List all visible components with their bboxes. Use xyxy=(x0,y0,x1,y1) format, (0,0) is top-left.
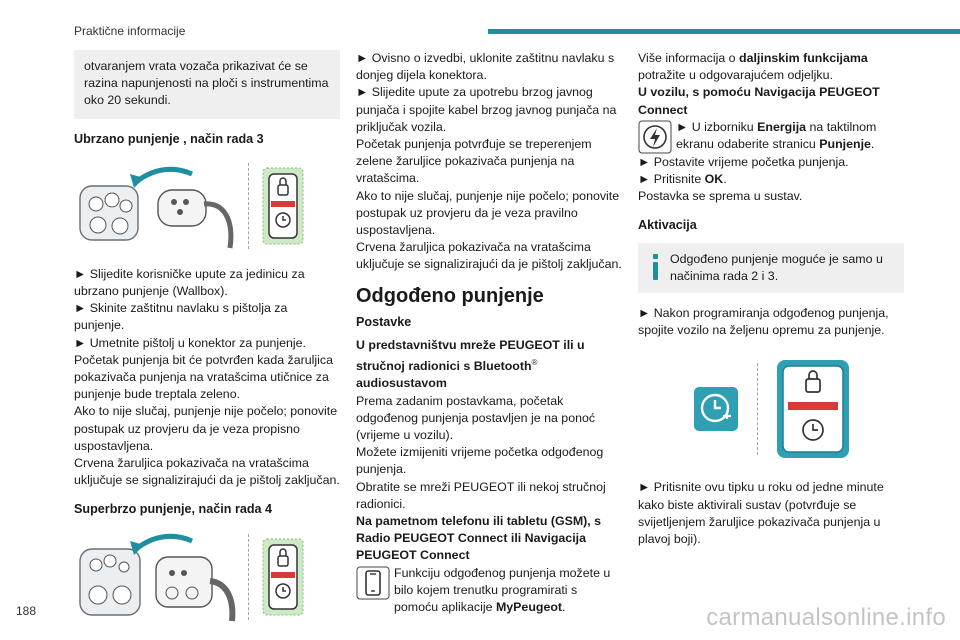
energy-menu-paragraph xyxy=(638,119,904,154)
dealer-heading-tail: audiosustavom xyxy=(356,376,447,391)
menu-mid: na taktilnom ekranu odaberite stranicu xyxy=(676,119,877,152)
after-programming-step: ► Nakon programiranja odgođenog punjenja, spojite vozilo na željenu opremu za punjenje. xyxy=(638,306,889,338)
menu-charging: Punjenje xyxy=(819,137,871,152)
mode3-connector-illustration xyxy=(74,160,240,252)
more-info-bold: daljinskim funkcijama xyxy=(739,51,868,65)
press-prefix: ► Pritisnite xyxy=(638,172,702,187)
phone-text-end: . xyxy=(562,600,566,615)
app-name: MyPeugeot xyxy=(495,600,563,615)
mode3-illustration xyxy=(74,156,340,256)
menu-end: . xyxy=(870,137,875,152)
charging-door-indicator-icon xyxy=(776,359,850,459)
note-text: otvaranjem vrata vozača prikazivat će se razina napunjenosti na ploči s instrumentima oko 20 sekundi. xyxy=(84,59,329,108)
mode3-line: Ako to nije slučaj, punjenje nije počelo; ponovite postupak uz provjeru da je veza propisno uspostavljena. xyxy=(74,404,338,453)
activation-illustration xyxy=(638,355,904,463)
menu-energy: Energija xyxy=(757,119,807,134)
figure-divider xyxy=(248,534,249,620)
set-time-step: ► Postavite vrijeme početka punjenja. xyxy=(638,154,849,169)
press-end: . xyxy=(723,172,727,187)
info-note-text: Odgođeno punjenje moguće je samo u načinima rada 2 i 3. xyxy=(670,251,883,283)
col2-line: ► Ovisno o izvedbi, uklonite zaštitnu navlaku s donjeg dijela konektora. xyxy=(356,51,615,83)
heading-activation: Aktivacija xyxy=(638,218,697,233)
dealer-heading-text: U predstavništvu mreže PEUGEOT ili u stručnoj radionici s Bluetooth xyxy=(356,337,585,374)
mode4-connector-illustration xyxy=(74,531,240,623)
info-note-box xyxy=(638,243,904,293)
deferred-charging-button-icon xyxy=(693,386,739,432)
figure-divider xyxy=(757,363,758,455)
energy-lightning-icon xyxy=(638,120,672,154)
dealer-line: Obratite se mreži PEUGEOT ili nekoj stručnoj radionici. xyxy=(356,479,606,511)
dealer-line: Prema zadanim postavkama, početak odgođenog punjenja postavljen je na ponoć (vrijeme u vozilu). xyxy=(356,393,596,442)
col2-line: Početak punjenja potvrđuje se treperenjem zelene žaruljice pokazivača punjenja na vratašcima. xyxy=(356,137,592,186)
heading-settings: Postavke xyxy=(356,314,412,329)
mode3-line: Crvena žaruljica pokazivača na vratašcima uključuje se signalizirajući da je pištolj zaključan. xyxy=(74,456,340,488)
mode3-line: ► Skinite zaštitnu navlaku s pištolja za punjenje. xyxy=(74,301,288,333)
ok-label: OK xyxy=(704,172,724,187)
mode3-line: ► Umetnite pištolj u konektor za punjenje. xyxy=(74,335,306,350)
section-title: Praktične informacije xyxy=(74,24,186,38)
saved-text: Postavka se sprema u sustav. xyxy=(638,189,803,204)
phone-text xyxy=(394,565,622,617)
press-button-step: ► Pritisnite ovu tipku u roku od jedne minute kako biste aktivirali sustav (potvrđuje se svijetljenjem žaruljice pokazivača punjenja u plavoj boji). xyxy=(638,480,884,547)
smartphone-icon xyxy=(356,566,390,600)
phone-heading: Na pametnom telefonu ili tabletu (GSM), s Radio PEUGEOT Connect ili Navigacija PEUGEOT Connect xyxy=(356,514,602,563)
dealer-heading xyxy=(356,337,622,393)
heading-deferred-charging: Odgođeno punjenje xyxy=(356,284,544,307)
vehicle-heading: U vozilu, s pomoću Navigacija PEUGEOT Connect xyxy=(638,85,880,117)
page-number: 188 xyxy=(16,604,37,618)
energy-menu-text xyxy=(676,119,904,153)
info-icon xyxy=(648,251,662,285)
phone-text-body: Funkciju odgođenog punjenja možete u bilo kojem trenutku programirati s pomoću aplikacije xyxy=(394,565,611,615)
note-box xyxy=(74,50,340,119)
column-2 xyxy=(356,50,622,616)
col2-line: ► Slijedite upute za upotrebu brzog javnog punjača i spojite kabel brzog javnog punjača na priključak vozila. xyxy=(356,85,617,134)
figure-divider xyxy=(248,163,249,249)
mode4-illustration xyxy=(74,527,340,627)
more-info-prefix: Više informacija o xyxy=(638,51,736,65)
header-accent-bar xyxy=(488,29,960,34)
phone-paragraph xyxy=(356,565,622,617)
dealer-line: Možete izmijeniti vrijeme početka odgođenog punjenja. xyxy=(356,445,604,477)
watermark: carmanualsonline.info xyxy=(706,604,946,631)
menu-prefix: ► U izborniku xyxy=(676,119,754,134)
col2-line: Crvena žaruljica pokazivača na vratašcima uključuje se signalizirajući da je pištolj zaključan. xyxy=(356,240,622,272)
column-3 xyxy=(638,50,904,548)
more-info-suffix: potražite u odgovarajućem odjeljku. xyxy=(638,68,833,83)
mode3-line: Početak punjenja bit će potvrđen kada žaruljica pokazivača punjenja na vratašcima utičnice za punjenje bude treptala zeleno. xyxy=(74,352,333,402)
heading-mode4: Superbrzo punjenje, način rada 4 xyxy=(74,502,273,517)
registered-mark: ® xyxy=(531,358,538,368)
mode3-line: ► Slijedite korisničke upute za jedinicu za ubrzano punjenje (Wallbox). xyxy=(74,266,305,299)
lock-indicator-panel-icon xyxy=(261,537,305,617)
heading-mode3: Ubrzano punjenje , način rada 3 xyxy=(74,131,264,146)
column-1 xyxy=(74,50,340,637)
press-ok-step xyxy=(638,171,904,188)
col2-line: Ako to nije slučaj, punjenje nije počelo; ponovite postupak uz provjeru da je veza pravilno uspostavljena. xyxy=(356,188,620,238)
more-info xyxy=(638,50,904,84)
lock-indicator-panel-icon xyxy=(261,166,305,246)
